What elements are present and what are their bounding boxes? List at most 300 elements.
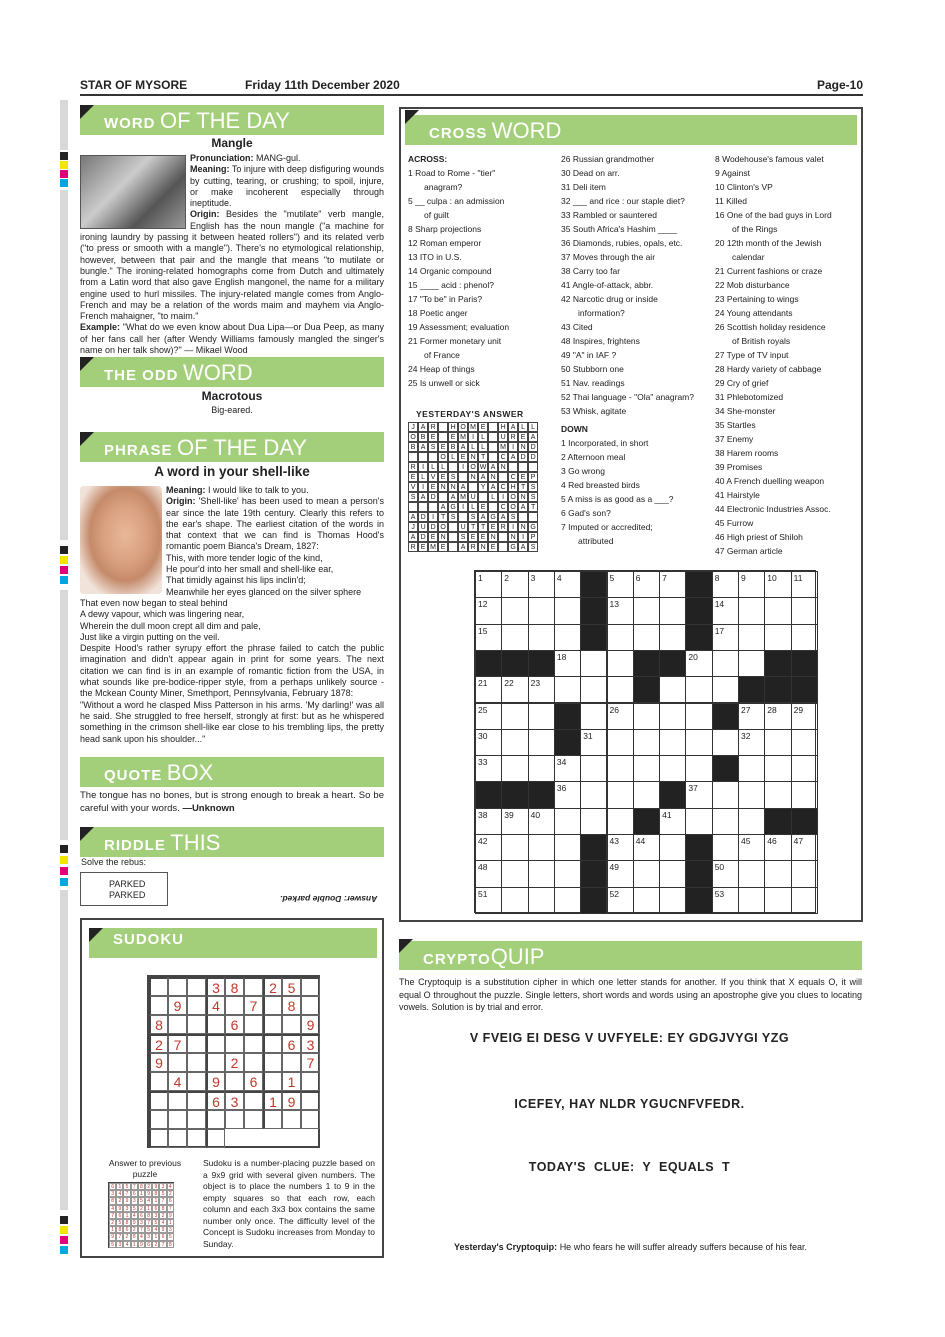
prev-sudoku-cell: 1 — [109, 1226, 116, 1233]
corner-mark — [399, 939, 413, 953]
sudoku-cell[interactable] — [206, 1053, 225, 1072]
prev-sudoku-cell: 7 — [138, 1226, 145, 1233]
crossword-cell[interactable]: 37 — [685, 781, 712, 808]
sudoku-cell[interactable] — [206, 1034, 225, 1053]
prev-sudoku-cell: 7 — [145, 1219, 152, 1226]
prev-sudoku-cell: 7 — [159, 1241, 166, 1248]
sudoku-cell[interactable] — [187, 1053, 206, 1072]
crossword-cell[interactable]: 30 — [475, 729, 502, 756]
sudoku-cell[interactable] — [301, 1091, 320, 1110]
crossword-cell[interactable] — [580, 703, 607, 730]
sudoku-cell[interactable] — [168, 1110, 187, 1129]
sudoku-cell[interactable]: 3 — [206, 977, 225, 996]
crossword-cell[interactable] — [501, 597, 528, 624]
crossword-cell[interactable]: 43 — [607, 834, 634, 861]
crossword-cell[interactable] — [501, 703, 528, 730]
crossword-cell[interactable]: 32 — [738, 729, 765, 756]
sudoku-cell[interactable] — [168, 977, 187, 996]
crossword-cell[interactable] — [712, 834, 739, 861]
crossword-cell[interactable] — [554, 597, 581, 624]
crossword-cell — [659, 781, 686, 808]
yesterday-cell: A — [518, 502, 528, 512]
quote-text: The tongue has no bones, but is strong enough to break a heart. So be careful with your words. —Unknown — [80, 790, 384, 814]
yesterday-cell: L — [478, 432, 488, 442]
yesterday-cell — [528, 512, 538, 522]
crossword-cell[interactable] — [764, 781, 791, 808]
crossword-cell[interactable]: 2 — [501, 571, 528, 598]
crossword-cell[interactable]: 49 — [607, 860, 634, 887]
crossword-cell[interactable]: 40 — [528, 808, 555, 835]
sudoku-cell[interactable]: 2 — [149, 1034, 168, 1053]
crossword-cell[interactable] — [554, 860, 581, 887]
sudoku-cell[interactable]: 3 — [301, 1034, 320, 1053]
sudoku-cell[interactable] — [263, 1015, 282, 1034]
sudoku-cell[interactable] — [187, 1091, 206, 1110]
crossword-cell[interactable] — [791, 887, 818, 914]
crossword-cell[interactable] — [633, 597, 660, 624]
crossword-cell — [633, 808, 660, 835]
crossword-cell[interactable] — [738, 808, 765, 835]
crossword-cell — [580, 624, 607, 651]
crossword-cell[interactable] — [580, 676, 607, 703]
crossword-cell[interactable]: 13 — [607, 597, 634, 624]
crossword-cell[interactable] — [738, 597, 765, 624]
sudoku-cell[interactable] — [263, 1110, 282, 1129]
yesterday-cell: N — [488, 472, 498, 482]
sudoku-cell[interactable]: 9 — [149, 1053, 168, 1072]
sudoku-cell[interactable]: 7 — [244, 996, 263, 1015]
crossword-cell[interactable]: 8 — [712, 571, 739, 598]
crossword-cell[interactable] — [791, 755, 818, 782]
crossword-cell[interactable] — [659, 887, 686, 914]
prev-sudoku-grid — [108, 1182, 174, 1248]
riddle-answer: Answer: Double parked. — [280, 894, 378, 904]
crossword-cell[interactable]: 27 — [738, 703, 765, 730]
crossword-cell[interactable]: 21 — [475, 676, 502, 703]
sudoku-cell[interactable] — [301, 1072, 320, 1091]
crossword-cell — [791, 808, 818, 835]
crossword-cell[interactable] — [738, 860, 765, 887]
sudoku-cell[interactable] — [206, 1129, 225, 1148]
yesterday-cell: O — [408, 432, 418, 442]
crossword-cell[interactable]: 1 — [475, 571, 502, 598]
sudoku-cell[interactable] — [168, 1091, 187, 1110]
sudoku-cell[interactable] — [206, 1110, 225, 1129]
crossword-cell[interactable]: 45 — [738, 834, 765, 861]
prev-sudoku-cell: 9 — [116, 1205, 123, 1212]
sudoku-cell[interactable] — [149, 1091, 168, 1110]
sudoku-description: Sudoku is a number-placing puzzle based on a 9x9 grid with several given numbers. The object is to place the numbers 1 to 9 in the empty squares so that each row, each column and each 3x3 box contains the same number only once. The difficulty level of the Concept is Sudoku increases from Monday to Sunday. — [203, 1158, 375, 1249]
crossword-cell[interactable] — [659, 755, 686, 782]
crossword-cell[interactable] — [791, 624, 818, 651]
prev-sudoku-cell: 9 — [159, 1226, 166, 1233]
prev-sudoku-cell: 4 — [145, 1197, 152, 1204]
sudoku-cell[interactable] — [168, 1015, 187, 1034]
sudoku-cell[interactable] — [225, 1072, 244, 1091]
crossword-cell — [554, 729, 581, 756]
crossword-cell[interactable] — [659, 624, 686, 651]
crossword-cell[interactable] — [554, 676, 581, 703]
sudoku-cell[interactable] — [282, 1015, 301, 1034]
prev-sudoku-cell: 6 — [131, 1190, 138, 1197]
crossword-cell[interactable]: 51 — [475, 887, 502, 914]
prev-sudoku-cell: 4 — [152, 1226, 159, 1233]
yesterday-cell: T — [528, 502, 538, 512]
yesterday-cell — [418, 502, 428, 512]
crossword-cell[interactable] — [607, 624, 634, 651]
crossword-cell[interactable]: 29 — [791, 703, 818, 730]
sudoku-cell[interactable] — [282, 1053, 301, 1072]
sudoku-cell[interactable]: 2 — [263, 977, 282, 996]
crossword-cell[interactable] — [738, 887, 765, 914]
sudoku-cell[interactable] — [244, 1091, 263, 1110]
yesterday-cell: A — [408, 532, 418, 542]
crossword-cell[interactable]: 17 — [712, 624, 739, 651]
crossword-cell[interactable]: 22 — [501, 676, 528, 703]
crossword-cell[interactable] — [633, 755, 660, 782]
banner-title-large: BOX — [166, 760, 214, 785]
crossword-cell[interactable] — [607, 808, 634, 835]
sudoku-cell[interactable] — [149, 977, 168, 996]
sudoku-cell[interactable]: 2 — [225, 1053, 244, 1072]
sudoku-cell[interactable]: 9 — [168, 996, 187, 1015]
crossword-cell[interactable] — [685, 729, 712, 756]
crossword-cell[interactable] — [764, 729, 791, 756]
sudoku-cell[interactable] — [263, 1053, 282, 1072]
crossword-cell[interactable] — [580, 755, 607, 782]
crossword-cell[interactable]: 7 — [659, 571, 686, 598]
crossword-cell[interactable] — [528, 834, 555, 861]
prev-sudoku-cell: 6 — [145, 1241, 152, 1248]
crossword-cell — [685, 887, 712, 914]
crossword-cell[interactable] — [528, 755, 555, 782]
prev-sudoku-cell: 7 — [123, 1190, 130, 1197]
yesterday-cell: T — [478, 452, 488, 462]
crossword-cell[interactable] — [791, 860, 818, 887]
crossword-cell[interactable] — [659, 676, 686, 703]
sudoku-cell[interactable] — [244, 1110, 263, 1129]
sudoku-cell[interactable] — [206, 1015, 225, 1034]
crossword-cell[interactable] — [712, 781, 739, 808]
crossword-cell[interactable]: 11 — [791, 571, 818, 598]
crossword-cell[interactable]: 4 — [554, 571, 581, 598]
crossword-cell[interactable] — [659, 860, 686, 887]
crossword-cell[interactable] — [633, 729, 660, 756]
crossword-cell[interactable]: 25 — [475, 703, 502, 730]
sudoku-cell[interactable] — [187, 1015, 206, 1034]
sudoku-cell[interactable] — [168, 1129, 187, 1148]
sudoku-cell[interactable]: 1 — [282, 1072, 301, 1091]
crossword-cell[interactable] — [501, 887, 528, 914]
yesterday-cell: E — [478, 422, 488, 432]
sudoku-cell[interactable] — [149, 1129, 168, 1148]
banner-title-large: OF THE DAY — [159, 108, 290, 133]
crossword-cell[interactable] — [712, 676, 739, 703]
yesterday-cell: A — [458, 442, 468, 452]
sudoku-cell[interactable] — [225, 1034, 244, 1053]
crossword-cell[interactable] — [501, 624, 528, 651]
sudoku-cell[interactable]: 5 — [282, 977, 301, 996]
sudoku-cell[interactable] — [301, 996, 320, 1015]
crossword-cell[interactable] — [659, 729, 686, 756]
crossword-cell[interactable] — [791, 781, 818, 808]
margin-bar — [60, 100, 68, 150]
sudoku-cell[interactable] — [149, 1110, 168, 1129]
sudoku-cell[interactable]: 7 — [301, 1053, 320, 1072]
crossword-cell[interactable] — [580, 808, 607, 835]
sudoku-cell[interactable]: 4 — [206, 996, 225, 1015]
sudoku-cell[interactable] — [263, 996, 282, 1015]
prev-sudoku-cell: 2 — [116, 1197, 123, 1204]
crossword-cell[interactable]: 26 — [607, 703, 634, 730]
prev-sudoku-cell: 2 — [138, 1205, 145, 1212]
crossword-cell[interactable] — [738, 624, 765, 651]
yesterday-cell: M — [468, 422, 478, 432]
reg-swatch — [60, 179, 68, 187]
sudoku-cell[interactable]: 9 — [282, 1091, 301, 1110]
sudoku-cell[interactable]: 4 — [168, 1072, 187, 1091]
yesterday-cell: M — [458, 432, 468, 442]
crossword-cell[interactable] — [554, 808, 581, 835]
crossword-cell[interactable] — [528, 597, 555, 624]
sudoku-cell[interactable] — [149, 1072, 168, 1091]
yesterday-cell: A — [478, 512, 488, 522]
sudoku-cell[interactable]: 6 — [206, 1091, 225, 1110]
prev-sudoku-cell: 3 — [145, 1233, 152, 1240]
crossword-cell — [501, 781, 528, 808]
sudoku-cell[interactable]: 6 — [244, 1072, 263, 1091]
crossword-cell[interactable] — [791, 597, 818, 624]
crossword-cell[interactable] — [685, 703, 712, 730]
crossword-cell[interactable]: 18 — [554, 650, 581, 677]
sudoku-cell[interactable]: 9 — [206, 1072, 225, 1091]
crossword-cell[interactable]: 42 — [475, 834, 502, 861]
crossword-cell[interactable] — [580, 650, 607, 677]
crossword-cell[interactable]: 23 — [528, 676, 555, 703]
crossword-cell[interactable] — [659, 597, 686, 624]
crossword-cell[interactable] — [738, 781, 765, 808]
yesterday-cell: N — [518, 442, 528, 452]
crossword-cell[interactable] — [764, 887, 791, 914]
crossword-cell[interactable]: 47 — [791, 834, 818, 861]
yesterday-cell: O — [438, 452, 448, 462]
crossword-cell — [764, 650, 791, 677]
crossword-cell[interactable]: 39 — [501, 808, 528, 835]
sudoku-cell[interactable]: 9 — [301, 1015, 320, 1034]
sudoku-cell[interactable]: 1 — [263, 1091, 282, 1110]
yesterday-cell: A — [518, 542, 528, 552]
prev-sudoku-cell: 8 — [116, 1226, 123, 1233]
crossword-cell[interactable]: 20 — [685, 650, 712, 677]
yesterday-cell — [438, 432, 448, 442]
sudoku-cell[interactable] — [244, 977, 263, 996]
crossword-cell[interactable] — [607, 676, 634, 703]
page-number: Page-10 — [816, 78, 863, 92]
crossword-cell[interactable] — [738, 755, 765, 782]
crossword-cell[interactable]: 33 — [475, 755, 502, 782]
crossword-cell[interactable] — [712, 729, 739, 756]
crossword-cell[interactable]: 14 — [712, 597, 739, 624]
crossword-cell[interactable]: 53 — [712, 887, 739, 914]
crossword-cell[interactable] — [580, 781, 607, 808]
crossword-cell[interactable] — [607, 650, 634, 677]
prev-sudoku-cell: 4 — [131, 1212, 138, 1219]
crossword-cell[interactable]: 10 — [764, 571, 791, 598]
crossword-cell[interactable] — [554, 834, 581, 861]
crossword-cell[interactable] — [501, 755, 528, 782]
crossword-cell[interactable] — [659, 834, 686, 861]
sudoku-cell[interactable] — [187, 996, 206, 1015]
sudoku-cell[interactable] — [244, 1053, 263, 1072]
issue-date: Friday 11th December 2020 — [245, 78, 400, 92]
sudoku-cell[interactable] — [187, 1072, 206, 1091]
crossword-cell[interactable] — [791, 729, 818, 756]
sudoku-cell[interactable] — [263, 1072, 282, 1091]
crossword-cell[interactable] — [607, 781, 634, 808]
crossword-cell[interactable] — [607, 755, 634, 782]
yesterday-cell: T — [438, 512, 448, 522]
crossword-cell — [501, 650, 528, 677]
crossword-cell[interactable]: 3 — [528, 571, 555, 598]
crossword-cell[interactable]: 36 — [554, 781, 581, 808]
crossword-cell[interactable] — [659, 703, 686, 730]
yesterday-cell: E — [428, 432, 438, 442]
crossword-cell[interactable]: 38 — [475, 808, 502, 835]
crossword-cell[interactable] — [633, 887, 660, 914]
banner-title-small: THE ODD — [104, 367, 179, 384]
crossword-cell[interactable]: 46 — [764, 834, 791, 861]
odd-word: Macrotous — [201, 389, 263, 403]
sudoku-cell[interactable]: 8 — [282, 996, 301, 1015]
rebus-line: PARKED — [109, 890, 146, 900]
sudoku-cell[interactable] — [168, 1053, 187, 1072]
prev-sudoku-cell: 2 — [109, 1219, 116, 1226]
reg-swatch — [60, 576, 68, 584]
crossword-cell — [633, 650, 660, 677]
sudoku-cell[interactable] — [187, 1034, 206, 1053]
crossword-cell[interactable]: 48 — [475, 860, 502, 887]
crossword-cell[interactable] — [685, 755, 712, 782]
crossword-cell[interactable] — [501, 729, 528, 756]
banner-title-small: CROSS — [429, 125, 488, 142]
sudoku-cell[interactable] — [187, 977, 206, 996]
crossword-cell[interactable] — [607, 729, 634, 756]
crossword-cell[interactable] — [501, 834, 528, 861]
yesterday-cell: G — [448, 502, 458, 512]
crossword-cell[interactable]: 41 — [659, 808, 686, 835]
sudoku-cell[interactable] — [301, 1110, 320, 1129]
yesterday-cell: A — [458, 482, 468, 492]
crossword-cell[interactable] — [764, 860, 791, 887]
prev-sudoku-cell: 1 — [116, 1183, 123, 1190]
crossword-cell[interactable] — [528, 729, 555, 756]
crossword-cell[interactable] — [633, 703, 660, 730]
yesterday-cell: G — [488, 512, 498, 522]
crossword-cell[interactable] — [685, 808, 712, 835]
yesterday-cell — [488, 432, 498, 442]
crossword-cell[interactable] — [554, 624, 581, 651]
sudoku-cell[interactable] — [244, 1034, 263, 1053]
crossword-cell[interactable] — [633, 781, 660, 808]
crossword-cell[interactable]: 44 — [633, 834, 660, 861]
sudoku-cell[interactable]: 8 — [225, 977, 244, 996]
crossword-cell[interactable] — [528, 624, 555, 651]
reg-swatch — [60, 867, 68, 875]
sudoku-cell[interactable] — [282, 1110, 301, 1129]
reg-swatch — [60, 566, 68, 574]
prev-sudoku-cell: 3 — [123, 1205, 130, 1212]
crossword-cell — [738, 676, 765, 703]
sudoku-cell[interactable] — [187, 1110, 206, 1129]
sudoku-cell[interactable]: 8 — [149, 1015, 168, 1034]
crossword-cell[interactable] — [685, 676, 712, 703]
crossword-cell[interactable]: 5 — [607, 571, 634, 598]
sudoku-cell[interactable]: 6 — [282, 1034, 301, 1053]
sudoku-cell[interactable] — [244, 1015, 263, 1034]
yesterday-cell: L — [478, 442, 488, 452]
crossword-cell[interactable] — [528, 887, 555, 914]
sudoku-cell[interactable]: 6 — [225, 1015, 244, 1034]
yesterday-cell: M — [498, 442, 508, 452]
yesterday-cell: U — [458, 522, 468, 532]
yesterday-cell — [408, 502, 418, 512]
crossword-cell[interactable] — [633, 860, 660, 887]
yesterday-cell: D — [528, 452, 538, 462]
crossword-cell[interactable] — [764, 755, 791, 782]
yesterday-cell: N — [468, 452, 478, 462]
crossword-cell[interactable]: 28 — [764, 703, 791, 730]
crossword-cell[interactable] — [501, 860, 528, 887]
crossword-cell[interactable] — [554, 887, 581, 914]
yesterday-cell: P — [528, 472, 538, 482]
crossword-cell[interactable] — [764, 624, 791, 651]
crossword-cell[interactable]: 34 — [554, 755, 581, 782]
sudoku-cell[interactable] — [301, 977, 320, 996]
sudoku-cell[interactable]: 3 — [225, 1091, 244, 1110]
crossword-cell[interactable]: 50 — [712, 860, 739, 887]
prev-sudoku-cell: 5 — [116, 1219, 123, 1226]
sudoku-cell[interactable] — [263, 1034, 282, 1053]
crossword-cell[interactable] — [528, 860, 555, 887]
yesterday-cell: A — [438, 502, 448, 512]
crossword-cell[interactable]: 52 — [607, 887, 634, 914]
crossword-cell[interactable]: 12 — [475, 597, 502, 624]
crossword-cell — [528, 650, 555, 677]
crossword-cell[interactable] — [738, 650, 765, 677]
crossword-cell[interactable]: 31 — [580, 729, 607, 756]
yesterday-cell — [438, 422, 448, 432]
yesterday-answer-label: YESTERDAY'S ANSWER — [416, 409, 524, 419]
crossword-cell — [712, 703, 739, 730]
sudoku-cell[interactable] — [149, 996, 168, 1015]
crossword-cell[interactable] — [712, 808, 739, 835]
yesterday-cell — [448, 462, 458, 472]
yesterday-cell: A — [408, 512, 418, 522]
crossword-cell[interactable]: 9 — [738, 571, 765, 598]
sudoku-cell[interactable] — [187, 1129, 206, 1148]
sudoku-cell[interactable] — [225, 1110, 244, 1129]
yesterday-cell: A — [488, 462, 498, 472]
sudoku-cell[interactable] — [225, 996, 244, 1015]
crossword-cell[interactable] — [633, 624, 660, 651]
crossword-cell[interactable]: 6 — [633, 571, 660, 598]
sudoku-cell[interactable]: 7 — [168, 1034, 187, 1053]
yesterday-cell: I — [428, 512, 438, 522]
crossword-cell[interactable] — [528, 703, 555, 730]
crossword-cell[interactable] — [712, 650, 739, 677]
crossword-cell[interactable]: 15 — [475, 624, 502, 651]
crossword-cell[interactable] — [764, 597, 791, 624]
